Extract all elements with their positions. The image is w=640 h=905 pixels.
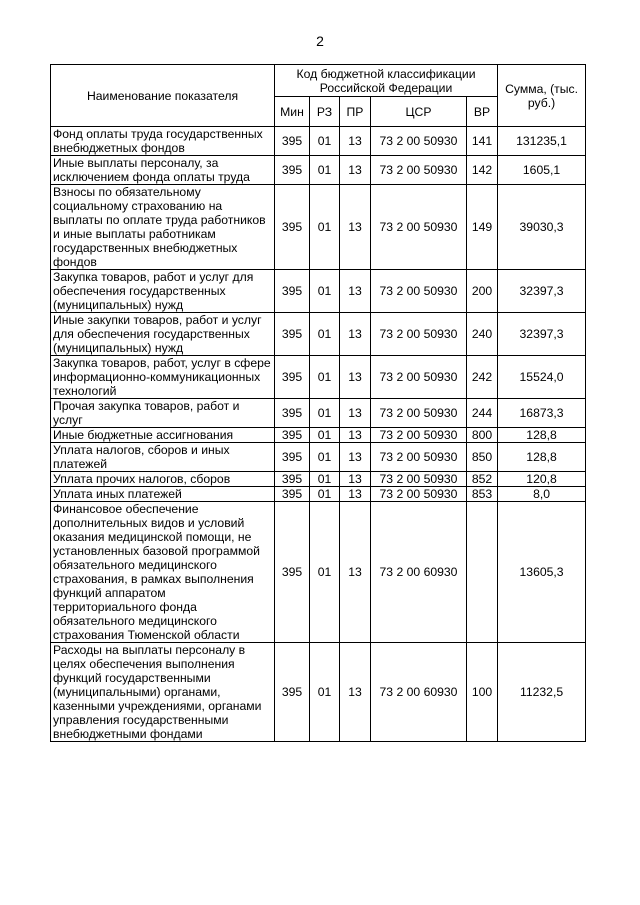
- row-sum: 131235,1: [498, 127, 586, 156]
- row-csr: 73 2 00 50930: [371, 487, 467, 502]
- row-csr: 73 2 00 50930: [371, 313, 467, 356]
- table-row: [51, 472, 586, 487]
- row-vr: 100: [467, 643, 498, 742]
- row-sum: 13605,3: [498, 502, 586, 643]
- row-min: 395: [275, 313, 310, 356]
- row-pr: 13: [340, 428, 371, 443]
- row-csr: 73 2 00 50930: [371, 472, 467, 487]
- row-sum: 16873,3: [498, 399, 586, 428]
- row-csr: 73 2 00 60930: [371, 643, 467, 742]
- row-min: 395: [275, 487, 310, 502]
- table-row: [51, 127, 586, 156]
- row-sum: 11232,5: [498, 643, 586, 742]
- row-sum: 39030,3: [498, 185, 586, 270]
- row-vr: 200: [467, 270, 498, 313]
- row-min: 395: [275, 643, 310, 742]
- row-min: 395: [275, 356, 310, 399]
- row-rz: 01: [310, 313, 340, 356]
- row-pr: 13: [340, 472, 371, 487]
- row-name: Уплата налогов, сборов и иных платежей: [51, 443, 275, 472]
- row-rz: 01: [310, 356, 340, 399]
- row-sum: 32397,3: [498, 313, 586, 356]
- row-rz: 01: [310, 270, 340, 313]
- table-row: [51, 399, 586, 428]
- row-csr: 73 2 00 60930: [371, 502, 467, 643]
- row-pr: 13: [340, 313, 371, 356]
- row-min: 395: [275, 472, 310, 487]
- header-vr: ВР: [467, 97, 498, 127]
- row-pr: 13: [340, 487, 371, 502]
- row-csr: 73 2 00 50930: [371, 185, 467, 270]
- page-number: 2: [316, 33, 324, 49]
- row-name: Иные бюджетные ассигнования: [51, 428, 275, 443]
- row-name: Фонд оплаты труда государственных внебюджетных фондов: [51, 127, 275, 156]
- row-min: 395: [275, 270, 310, 313]
- header-rz: РЗ: [310, 97, 340, 127]
- row-rz: 01: [310, 443, 340, 472]
- row-name: Иные закупки товаров, работ и услуг для обеспечения государственных (муниципальных) нужд: [51, 313, 275, 356]
- table-row: [51, 428, 586, 443]
- table-row: [51, 502, 586, 643]
- row-vr: 240: [467, 313, 498, 356]
- row-min: 395: [275, 156, 310, 185]
- row-vr: [467, 502, 498, 643]
- row-min: 395: [275, 127, 310, 156]
- row-name: Уплата прочих налогов, сборов: [51, 472, 275, 487]
- row-name: Прочая закупка товаров, работ и услуг: [51, 399, 275, 428]
- row-rz: 01: [310, 399, 340, 428]
- row-sum: 8,0: [498, 487, 586, 502]
- budget-table: [50, 64, 586, 742]
- row-name: Взносы по обязательному социальному страхованию на выплаты по оплате труда работников и иные выплаты работникам государственных внебюджетных фондов: [51, 185, 275, 270]
- table-row: [51, 270, 586, 313]
- row-vr: 800: [467, 428, 498, 443]
- table-row: [51, 487, 586, 502]
- row-sum: 128,8: [498, 443, 586, 472]
- row-vr: 149: [467, 185, 498, 270]
- row-csr: 73 2 00 50930: [371, 356, 467, 399]
- row-rz: 01: [310, 487, 340, 502]
- row-rz: 01: [310, 127, 340, 156]
- row-vr: 853: [467, 487, 498, 502]
- header-min: Мин: [275, 97, 310, 127]
- row-vr: 242: [467, 356, 498, 399]
- row-name: Уплата иных платежей: [51, 487, 275, 502]
- row-csr: 73 2 00 50930: [371, 443, 467, 472]
- row-rz: 01: [310, 185, 340, 270]
- row-name: Расходы на выплаты персоналу в целях обеспечения выполнения функций государственными (муниципальными) органами, казенными учреждениями, органами управления государственными внебюджетными фондами: [51, 643, 275, 742]
- header-pr: ПР: [340, 97, 371, 127]
- row-csr: 73 2 00 50930: [371, 428, 467, 443]
- row-sum: 120,8: [498, 472, 586, 487]
- row-pr: 13: [340, 502, 371, 643]
- header-code-group: Код бюджетной классификации Российской Федерации: [275, 65, 498, 97]
- row-rz: 01: [310, 502, 340, 643]
- row-pr: 13: [340, 643, 371, 742]
- header-name: Наименование показателя: [51, 65, 275, 127]
- row-rz: 01: [310, 472, 340, 487]
- row-name: Закупка товаров, работ и услуг для обеспечения государственных (муниципальных) нужд: [51, 270, 275, 313]
- row-name: Закупка товаров, работ, услуг в сфере информационно-коммуникационных технологий: [51, 356, 275, 399]
- row-pr: 13: [340, 356, 371, 399]
- row-pr: 13: [340, 270, 371, 313]
- table-header-row: [51, 65, 586, 97]
- header-sum: Сумма, (тыс. руб.): [498, 65, 586, 127]
- row-rz: 01: [310, 156, 340, 185]
- table-row: [51, 643, 586, 742]
- row-pr: 13: [340, 399, 371, 428]
- table-row: [51, 356, 586, 399]
- row-csr: 73 2 00 50930: [371, 156, 467, 185]
- row-pr: 13: [340, 185, 371, 270]
- table-row: [51, 185, 586, 270]
- row-csr: 73 2 00 50930: [371, 399, 467, 428]
- row-sum: 15524,0: [498, 356, 586, 399]
- row-csr: 73 2 00 50930: [371, 270, 467, 313]
- row-min: 395: [275, 185, 310, 270]
- row-pr: 13: [340, 127, 371, 156]
- row-min: 395: [275, 428, 310, 443]
- row-vr: 850: [467, 443, 498, 472]
- row-pr: 13: [340, 156, 371, 185]
- table-row: [51, 313, 586, 356]
- row-vr: 141: [467, 127, 498, 156]
- row-vr: 244: [467, 399, 498, 428]
- table-row: [51, 443, 586, 472]
- row-sum: 32397,3: [498, 270, 586, 313]
- header-csr: ЦСР: [371, 97, 467, 127]
- table-row: [51, 156, 586, 185]
- row-min: 395: [275, 502, 310, 643]
- row-rz: 01: [310, 428, 340, 443]
- row-name: Финансовое обеспечение дополнительных видов и условий оказания медицинской помощи, не установленных базовой программой обязательного медицинского страхования, в рамках выполнения функций аппаратом территориального фонда обязательного медицинского страхования Тюменской области: [51, 502, 275, 643]
- row-min: 395: [275, 443, 310, 472]
- row-min: 395: [275, 399, 310, 428]
- row-rz: 01: [310, 643, 340, 742]
- row-csr: 73 2 00 50930: [371, 127, 467, 156]
- row-vr: 852: [467, 472, 498, 487]
- row-pr: 13: [340, 443, 371, 472]
- row-sum: 1605,1: [498, 156, 586, 185]
- row-sum: 128,8: [498, 428, 586, 443]
- row-vr: 142: [467, 156, 498, 185]
- row-name: Иные выплаты персоналу, за исключением фонда оплаты труда: [51, 156, 275, 185]
